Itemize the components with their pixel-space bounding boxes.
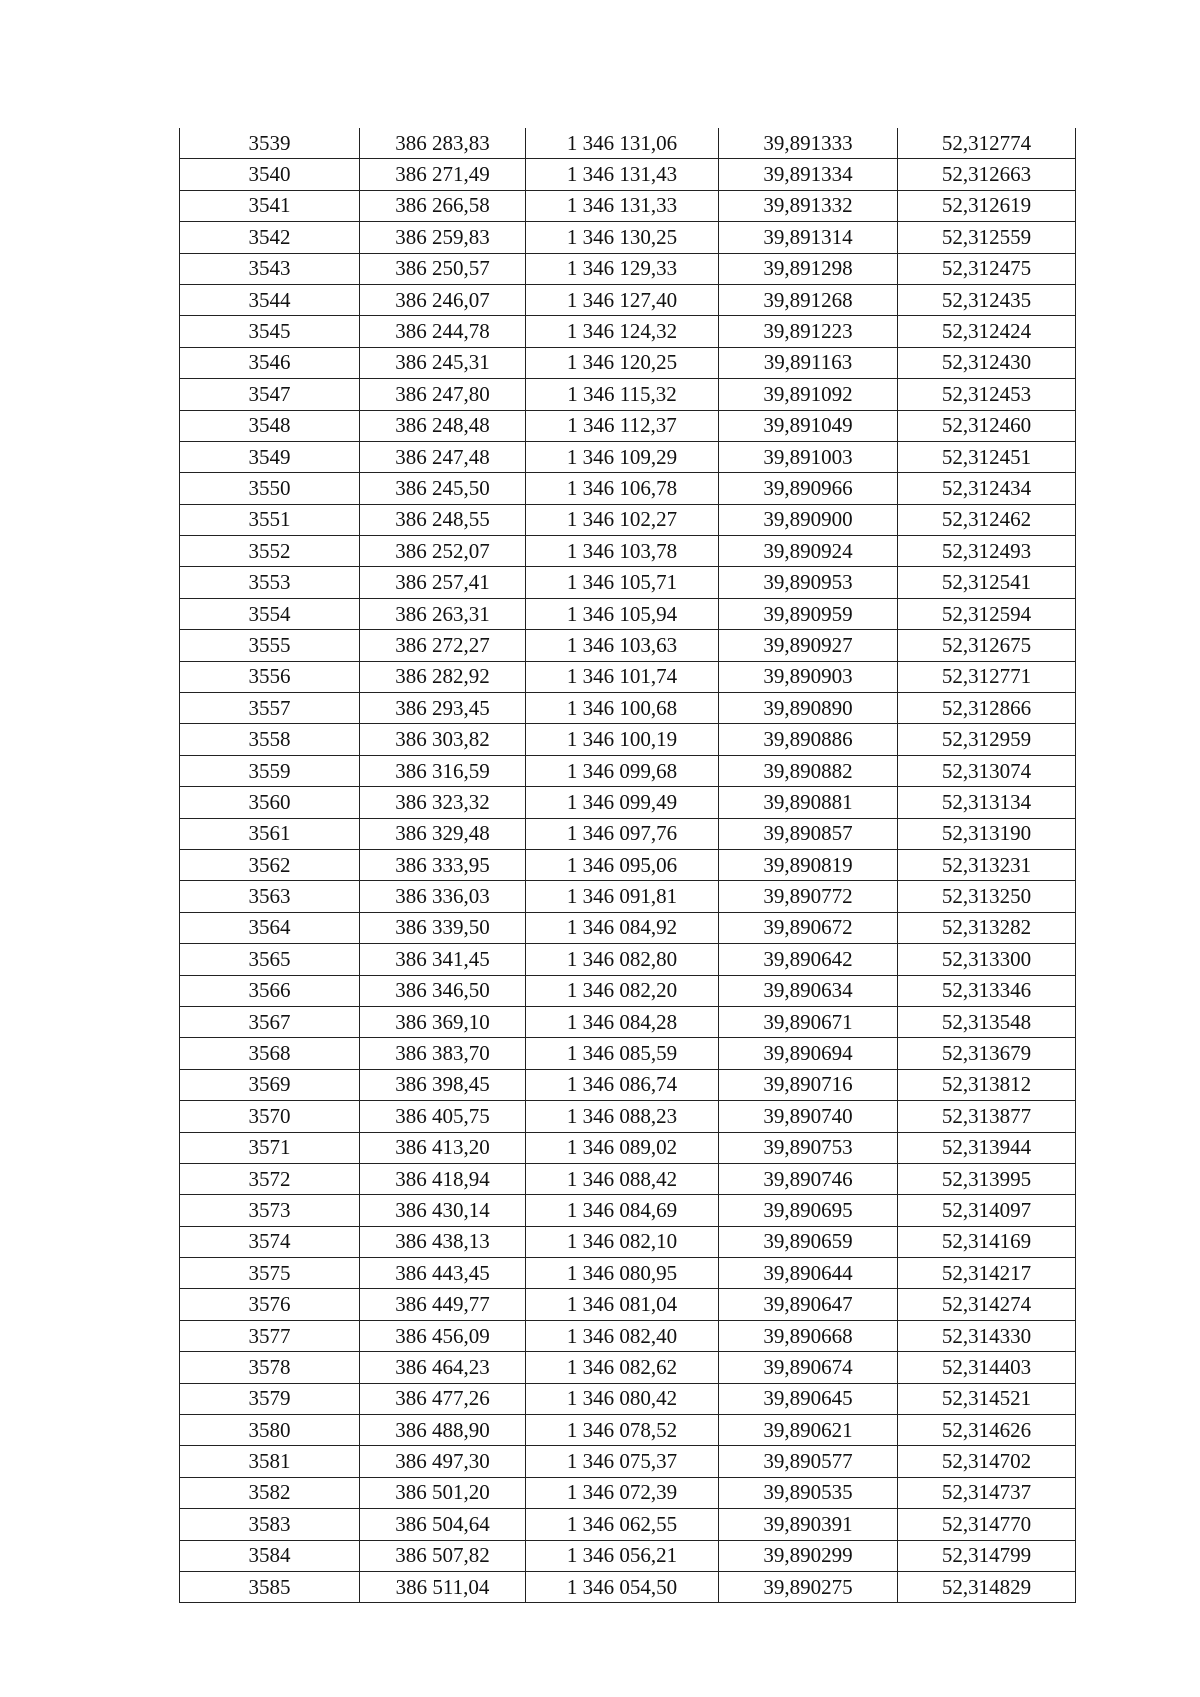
table-row xyxy=(180,1320,1076,1351)
x-coordinate-cell: 386 383,70 xyxy=(360,1038,526,1069)
y-coordinate-cell: 1 346 103,63 xyxy=(526,630,719,661)
longitude-cell: 39,891003 xyxy=(719,441,898,472)
longitude-cell: 39,890716 xyxy=(719,1069,898,1100)
latitude-cell: 52,314217 xyxy=(898,1258,1076,1289)
y-coordinate-cell: 1 346 101,74 xyxy=(526,661,719,692)
latitude-cell: 52,312559 xyxy=(898,222,1076,253)
x-coordinate-cell: 386 369,10 xyxy=(360,1006,526,1037)
y-coordinate-cell: 1 346 080,42 xyxy=(526,1383,719,1414)
y-coordinate-cell: 1 346 131,33 xyxy=(526,190,719,221)
point-number-cell: 3576 xyxy=(180,1289,360,1320)
table-row xyxy=(180,818,1076,849)
latitude-cell: 52,313134 xyxy=(898,787,1076,818)
latitude-cell: 52,314737 xyxy=(898,1477,1076,1508)
table-row xyxy=(180,316,1076,347)
point-number-cell: 3561 xyxy=(180,818,360,849)
longitude-cell: 39,890535 xyxy=(719,1477,898,1508)
point-number-cell: 3552 xyxy=(180,536,360,567)
longitude-cell: 39,890772 xyxy=(719,881,898,912)
y-coordinate-cell: 1 346 127,40 xyxy=(526,284,719,315)
x-coordinate-cell: 386 246,07 xyxy=(360,284,526,315)
x-coordinate-cell: 386 333,95 xyxy=(360,849,526,880)
point-number-cell: 3551 xyxy=(180,504,360,535)
longitude-cell: 39,890644 xyxy=(719,1258,898,1289)
latitude-cell: 52,314330 xyxy=(898,1320,1076,1351)
latitude-cell: 52,314097 xyxy=(898,1195,1076,1226)
point-number-cell: 3557 xyxy=(180,693,360,724)
longitude-cell: 39,890642 xyxy=(719,944,898,975)
table-row xyxy=(180,536,1076,567)
longitude-cell: 39,890903 xyxy=(719,661,898,692)
x-coordinate-cell: 386 263,31 xyxy=(360,598,526,629)
x-coordinate-cell: 386 418,94 xyxy=(360,1163,526,1194)
y-coordinate-cell: 1 346 084,92 xyxy=(526,912,719,943)
latitude-cell: 52,313282 xyxy=(898,912,1076,943)
x-coordinate-cell: 386 341,45 xyxy=(360,944,526,975)
table-row xyxy=(180,222,1076,253)
table-row xyxy=(180,693,1076,724)
latitude-cell: 52,312866 xyxy=(898,693,1076,724)
x-coordinate-cell: 386 271,49 xyxy=(360,159,526,190)
table-row xyxy=(180,1069,1076,1100)
x-coordinate-cell: 386 282,92 xyxy=(360,661,526,692)
table-row xyxy=(180,1038,1076,1069)
latitude-cell: 52,314799 xyxy=(898,1540,1076,1571)
y-coordinate-cell: 1 346 082,20 xyxy=(526,975,719,1006)
latitude-cell: 52,313995 xyxy=(898,1163,1076,1194)
x-coordinate-cell: 386 266,58 xyxy=(360,190,526,221)
table-row xyxy=(180,755,1076,786)
table-row xyxy=(180,881,1076,912)
x-coordinate-cell: 386 293,45 xyxy=(360,693,526,724)
latitude-cell: 52,313812 xyxy=(898,1069,1076,1100)
table-row xyxy=(180,1509,1076,1540)
latitude-cell: 52,313300 xyxy=(898,944,1076,975)
longitude-cell: 39,890746 xyxy=(719,1163,898,1194)
table-row xyxy=(180,1477,1076,1508)
table-row xyxy=(180,787,1076,818)
y-coordinate-cell: 1 346 109,29 xyxy=(526,441,719,472)
table-row xyxy=(180,1352,1076,1383)
y-coordinate-cell: 1 346 054,50 xyxy=(526,1571,719,1602)
y-coordinate-cell: 1 346 131,06 xyxy=(526,128,719,159)
y-coordinate-cell: 1 346 091,81 xyxy=(526,881,719,912)
point-number-cell: 3583 xyxy=(180,1509,360,1540)
latitude-cell: 52,312435 xyxy=(898,284,1076,315)
y-coordinate-cell: 1 346 089,02 xyxy=(526,1132,719,1163)
longitude-cell: 39,890674 xyxy=(719,1352,898,1383)
longitude-cell: 39,891298 xyxy=(719,253,898,284)
point-number-cell: 3571 xyxy=(180,1132,360,1163)
x-coordinate-cell: 386 250,57 xyxy=(360,253,526,284)
point-number-cell: 3572 xyxy=(180,1163,360,1194)
point-number-cell: 3562 xyxy=(180,849,360,880)
table-row xyxy=(180,410,1076,441)
point-number-cell: 3580 xyxy=(180,1415,360,1446)
y-coordinate-cell: 1 346 082,80 xyxy=(526,944,719,975)
table-row xyxy=(180,630,1076,661)
longitude-cell: 39,890647 xyxy=(719,1289,898,1320)
latitude-cell: 52,312451 xyxy=(898,441,1076,472)
table-row xyxy=(180,1006,1076,1037)
point-number-cell: 3577 xyxy=(180,1320,360,1351)
longitude-cell: 39,890819 xyxy=(719,849,898,880)
latitude-cell: 52,312675 xyxy=(898,630,1076,661)
x-coordinate-cell: 386 252,07 xyxy=(360,536,526,567)
latitude-cell: 52,312460 xyxy=(898,410,1076,441)
y-coordinate-cell: 1 346 085,59 xyxy=(526,1038,719,1069)
table-row xyxy=(180,1383,1076,1414)
x-coordinate-cell: 386 336,03 xyxy=(360,881,526,912)
table-row xyxy=(180,661,1076,692)
x-coordinate-cell: 386 504,64 xyxy=(360,1509,526,1540)
x-coordinate-cell: 386 497,30 xyxy=(360,1446,526,1477)
point-number-cell: 3573 xyxy=(180,1195,360,1226)
x-coordinate-cell: 386 488,90 xyxy=(360,1415,526,1446)
longitude-cell: 39,891092 xyxy=(719,379,898,410)
table-row xyxy=(180,1540,1076,1571)
longitude-cell: 39,890634 xyxy=(719,975,898,1006)
y-coordinate-cell: 1 346 084,69 xyxy=(526,1195,719,1226)
point-number-cell: 3560 xyxy=(180,787,360,818)
table-row xyxy=(180,1132,1076,1163)
x-coordinate-cell: 386 443,45 xyxy=(360,1258,526,1289)
longitude-cell: 39,891223 xyxy=(719,316,898,347)
coordinates-table xyxy=(179,128,1076,1603)
longitude-cell: 39,890275 xyxy=(719,1571,898,1602)
x-coordinate-cell: 386 449,77 xyxy=(360,1289,526,1320)
latitude-cell: 52,313679 xyxy=(898,1038,1076,1069)
longitude-cell: 39,890753 xyxy=(719,1132,898,1163)
point-number-cell: 3582 xyxy=(180,1477,360,1508)
x-coordinate-cell: 386 303,82 xyxy=(360,724,526,755)
longitude-cell: 39,890966 xyxy=(719,473,898,504)
longitude-cell: 39,890621 xyxy=(719,1415,898,1446)
point-number-cell: 3549 xyxy=(180,441,360,472)
latitude-cell: 52,313250 xyxy=(898,881,1076,912)
table-row xyxy=(180,379,1076,410)
y-coordinate-cell: 1 346 084,28 xyxy=(526,1006,719,1037)
point-number-cell: 3585 xyxy=(180,1571,360,1602)
point-number-cell: 3539 xyxy=(180,128,360,159)
longitude-cell: 39,890671 xyxy=(719,1006,898,1037)
y-coordinate-cell: 1 346 082,62 xyxy=(526,1352,719,1383)
point-number-cell: 3544 xyxy=(180,284,360,315)
point-number-cell: 3555 xyxy=(180,630,360,661)
longitude-cell: 39,890886 xyxy=(719,724,898,755)
y-coordinate-cell: 1 346 120,25 xyxy=(526,347,719,378)
point-number-cell: 3550 xyxy=(180,473,360,504)
x-coordinate-cell: 386 283,83 xyxy=(360,128,526,159)
x-coordinate-cell: 386 247,48 xyxy=(360,441,526,472)
latitude-cell: 52,312774 xyxy=(898,128,1076,159)
y-coordinate-cell: 1 346 088,23 xyxy=(526,1101,719,1132)
latitude-cell: 52,312541 xyxy=(898,567,1076,598)
longitude-cell: 39,890882 xyxy=(719,755,898,786)
point-number-cell: 3558 xyxy=(180,724,360,755)
y-coordinate-cell: 1 346 102,27 xyxy=(526,504,719,535)
latitude-cell: 52,312594 xyxy=(898,598,1076,629)
x-coordinate-cell: 386 247,80 xyxy=(360,379,526,410)
point-number-cell: 3569 xyxy=(180,1069,360,1100)
point-number-cell: 3574 xyxy=(180,1226,360,1257)
latitude-cell: 52,314169 xyxy=(898,1226,1076,1257)
latitude-cell: 52,312959 xyxy=(898,724,1076,755)
y-coordinate-cell: 1 346 124,32 xyxy=(526,316,719,347)
table-row xyxy=(180,1446,1076,1477)
longitude-cell: 39,891268 xyxy=(719,284,898,315)
point-number-cell: 3568 xyxy=(180,1038,360,1069)
table-row xyxy=(180,128,1076,159)
table-row xyxy=(180,598,1076,629)
point-number-cell: 3545 xyxy=(180,316,360,347)
latitude-cell: 52,314829 xyxy=(898,1571,1076,1602)
table-row xyxy=(180,567,1076,598)
latitude-cell: 52,314274 xyxy=(898,1289,1076,1320)
y-coordinate-cell: 1 346 078,52 xyxy=(526,1415,719,1446)
latitude-cell: 52,313346 xyxy=(898,975,1076,1006)
point-number-cell: 3542 xyxy=(180,222,360,253)
table-row xyxy=(180,159,1076,190)
point-number-cell: 3566 xyxy=(180,975,360,1006)
latitude-cell: 52,314403 xyxy=(898,1352,1076,1383)
point-number-cell: 3541 xyxy=(180,190,360,221)
latitude-cell: 52,313231 xyxy=(898,849,1076,880)
longitude-cell: 39,890694 xyxy=(719,1038,898,1069)
table-row xyxy=(180,944,1076,975)
x-coordinate-cell: 386 477,26 xyxy=(360,1383,526,1414)
point-number-cell: 3553 xyxy=(180,567,360,598)
table-row xyxy=(180,724,1076,755)
point-number-cell: 3564 xyxy=(180,912,360,943)
latitude-cell: 52,312619 xyxy=(898,190,1076,221)
longitude-cell: 39,890695 xyxy=(719,1195,898,1226)
x-coordinate-cell: 386 398,45 xyxy=(360,1069,526,1100)
point-number-cell: 3540 xyxy=(180,159,360,190)
coordinates-table-body xyxy=(180,128,1076,1603)
table-row xyxy=(180,441,1076,472)
longitude-cell: 39,890927 xyxy=(719,630,898,661)
x-coordinate-cell: 386 316,59 xyxy=(360,755,526,786)
latitude-cell: 52,312424 xyxy=(898,316,1076,347)
x-coordinate-cell: 386 245,31 xyxy=(360,347,526,378)
latitude-cell: 52,314626 xyxy=(898,1415,1076,1446)
y-coordinate-cell: 1 346 115,32 xyxy=(526,379,719,410)
latitude-cell: 52,313548 xyxy=(898,1006,1076,1037)
latitude-cell: 52,313190 xyxy=(898,818,1076,849)
point-number-cell: 3543 xyxy=(180,253,360,284)
latitude-cell: 52,314521 xyxy=(898,1383,1076,1414)
latitude-cell: 52,313944 xyxy=(898,1132,1076,1163)
point-number-cell: 3579 xyxy=(180,1383,360,1414)
longitude-cell: 39,890924 xyxy=(719,536,898,567)
x-coordinate-cell: 386 245,50 xyxy=(360,473,526,504)
table-row xyxy=(180,284,1076,315)
y-coordinate-cell: 1 346 095,06 xyxy=(526,849,719,880)
y-coordinate-cell: 1 346 100,19 xyxy=(526,724,719,755)
y-coordinate-cell: 1 346 131,43 xyxy=(526,159,719,190)
y-coordinate-cell: 1 346 103,78 xyxy=(526,536,719,567)
table-row xyxy=(180,1195,1076,1226)
y-coordinate-cell: 1 346 075,37 xyxy=(526,1446,719,1477)
y-coordinate-cell: 1 346 081,04 xyxy=(526,1289,719,1320)
latitude-cell: 52,313074 xyxy=(898,755,1076,786)
table-row xyxy=(180,1101,1076,1132)
y-coordinate-cell: 1 346 082,10 xyxy=(526,1226,719,1257)
table-row xyxy=(180,912,1076,943)
point-number-cell: 3563 xyxy=(180,881,360,912)
y-coordinate-cell: 1 346 062,55 xyxy=(526,1509,719,1540)
y-coordinate-cell: 1 346 105,94 xyxy=(526,598,719,629)
point-number-cell: 3554 xyxy=(180,598,360,629)
point-number-cell: 3559 xyxy=(180,755,360,786)
table-row xyxy=(180,1289,1076,1320)
x-coordinate-cell: 386 430,14 xyxy=(360,1195,526,1226)
x-coordinate-cell: 386 405,75 xyxy=(360,1101,526,1132)
x-coordinate-cell: 386 456,09 xyxy=(360,1320,526,1351)
longitude-cell: 39,890668 xyxy=(719,1320,898,1351)
y-coordinate-cell: 1 346 082,40 xyxy=(526,1320,719,1351)
longitude-cell: 39,890890 xyxy=(719,693,898,724)
x-coordinate-cell: 386 244,78 xyxy=(360,316,526,347)
longitude-cell: 39,890391 xyxy=(719,1509,898,1540)
x-coordinate-cell: 386 259,83 xyxy=(360,222,526,253)
table-row xyxy=(180,1571,1076,1602)
x-coordinate-cell: 386 257,41 xyxy=(360,567,526,598)
table-row xyxy=(180,1415,1076,1446)
point-number-cell: 3547 xyxy=(180,379,360,410)
x-coordinate-cell: 386 438,13 xyxy=(360,1226,526,1257)
x-coordinate-cell: 386 413,20 xyxy=(360,1132,526,1163)
y-coordinate-cell: 1 346 100,68 xyxy=(526,693,719,724)
y-coordinate-cell: 1 346 105,71 xyxy=(526,567,719,598)
table-row xyxy=(180,473,1076,504)
point-number-cell: 3556 xyxy=(180,661,360,692)
point-number-cell: 3565 xyxy=(180,944,360,975)
latitude-cell: 52,312493 xyxy=(898,536,1076,567)
point-number-cell: 3567 xyxy=(180,1006,360,1037)
x-coordinate-cell: 386 272,27 xyxy=(360,630,526,661)
longitude-cell: 39,891334 xyxy=(719,159,898,190)
latitude-cell: 52,312462 xyxy=(898,504,1076,535)
table-row xyxy=(180,190,1076,221)
x-coordinate-cell: 386 501,20 xyxy=(360,1477,526,1508)
longitude-cell: 39,890881 xyxy=(719,787,898,818)
table-row xyxy=(180,504,1076,535)
x-coordinate-cell: 386 464,23 xyxy=(360,1352,526,1383)
y-coordinate-cell: 1 346 106,78 xyxy=(526,473,719,504)
x-coordinate-cell: 386 329,48 xyxy=(360,818,526,849)
longitude-cell: 39,890672 xyxy=(719,912,898,943)
latitude-cell: 52,312453 xyxy=(898,379,1076,410)
point-number-cell: 3548 xyxy=(180,410,360,441)
x-coordinate-cell: 386 323,32 xyxy=(360,787,526,818)
y-coordinate-cell: 1 346 097,76 xyxy=(526,818,719,849)
longitude-cell: 39,891333 xyxy=(719,128,898,159)
table-row xyxy=(180,347,1076,378)
point-number-cell: 3546 xyxy=(180,347,360,378)
y-coordinate-cell: 1 346 072,39 xyxy=(526,1477,719,1508)
table-row xyxy=(180,849,1076,880)
latitude-cell: 52,314702 xyxy=(898,1446,1076,1477)
longitude-cell: 39,890857 xyxy=(719,818,898,849)
longitude-cell: 39,890659 xyxy=(719,1226,898,1257)
x-coordinate-cell: 386 339,50 xyxy=(360,912,526,943)
x-coordinate-cell: 386 248,48 xyxy=(360,410,526,441)
y-coordinate-cell: 1 346 088,42 xyxy=(526,1163,719,1194)
y-coordinate-cell: 1 346 129,33 xyxy=(526,253,719,284)
x-coordinate-cell: 386 346,50 xyxy=(360,975,526,1006)
longitude-cell: 39,890645 xyxy=(719,1383,898,1414)
longitude-cell: 39,890740 xyxy=(719,1101,898,1132)
table-row xyxy=(180,1226,1076,1257)
longitude-cell: 39,891049 xyxy=(719,410,898,441)
point-number-cell: 3581 xyxy=(180,1446,360,1477)
y-coordinate-cell: 1 346 099,68 xyxy=(526,755,719,786)
longitude-cell: 39,891163 xyxy=(719,347,898,378)
longitude-cell: 39,890577 xyxy=(719,1446,898,1477)
longitude-cell: 39,891314 xyxy=(719,222,898,253)
longitude-cell: 39,890900 xyxy=(719,504,898,535)
latitude-cell: 52,312430 xyxy=(898,347,1076,378)
latitude-cell: 52,312434 xyxy=(898,473,1076,504)
table-row xyxy=(180,1258,1076,1289)
y-coordinate-cell: 1 346 130,25 xyxy=(526,222,719,253)
point-number-cell: 3575 xyxy=(180,1258,360,1289)
latitude-cell: 52,314770 xyxy=(898,1509,1076,1540)
longitude-cell: 39,891332 xyxy=(719,190,898,221)
latitude-cell: 52,312771 xyxy=(898,661,1076,692)
y-coordinate-cell: 1 346 099,49 xyxy=(526,787,719,818)
table-row xyxy=(180,253,1076,284)
y-coordinate-cell: 1 346 080,95 xyxy=(526,1258,719,1289)
y-coordinate-cell: 1 346 056,21 xyxy=(526,1540,719,1571)
x-coordinate-cell: 386 511,04 xyxy=(360,1571,526,1602)
y-coordinate-cell: 1 346 086,74 xyxy=(526,1069,719,1100)
y-coordinate-cell: 1 346 112,37 xyxy=(526,410,719,441)
point-number-cell: 3584 xyxy=(180,1540,360,1571)
x-coordinate-cell: 386 507,82 xyxy=(360,1540,526,1571)
point-number-cell: 3570 xyxy=(180,1101,360,1132)
latitude-cell: 52,313877 xyxy=(898,1101,1076,1132)
latitude-cell: 52,312475 xyxy=(898,253,1076,284)
table-row xyxy=(180,975,1076,1006)
point-number-cell: 3578 xyxy=(180,1352,360,1383)
x-coordinate-cell: 386 248,55 xyxy=(360,504,526,535)
longitude-cell: 39,890953 xyxy=(719,567,898,598)
table-row xyxy=(180,1163,1076,1194)
longitude-cell: 39,890959 xyxy=(719,598,898,629)
longitude-cell: 39,890299 xyxy=(719,1540,898,1571)
latitude-cell: 52,312663 xyxy=(898,159,1076,190)
